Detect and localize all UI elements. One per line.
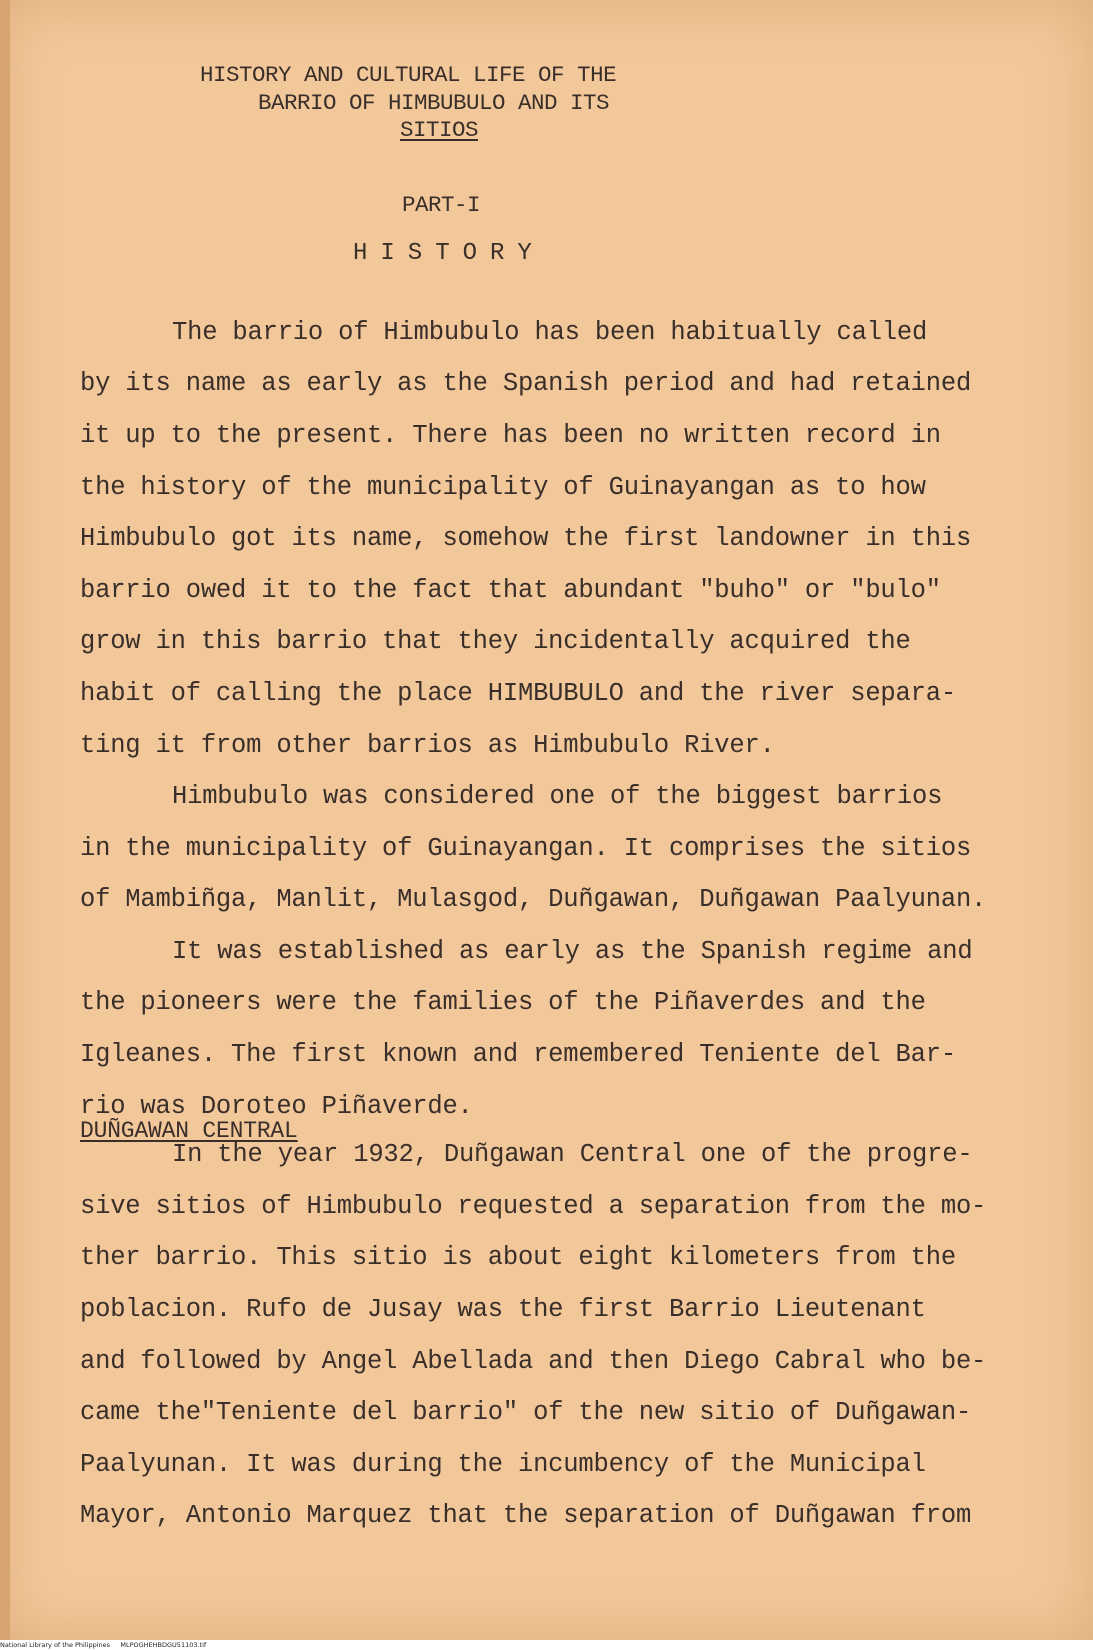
body-line: It was established as early as the Spanish regime and — [172, 937, 973, 966]
subsection-heading: DUÑGAWAN CENTRAL — [80, 1118, 298, 1144]
body-line: Himbubulo was considered one of the biggest barrios — [172, 782, 943, 811]
body-line: The barrio of Himbubulo has been habitually called — [172, 318, 928, 347]
body-line: of Mambiñga, Manlit, Mulasgod, Duñgawan, Duñgawan Paalyunan. — [80, 885, 987, 914]
document-title-line-2: BARRIO OF HIMBUBULO AND ITS — [258, 90, 610, 116]
part-heading: PART-I — [402, 192, 481, 218]
scan-footer: National Library of the Philippines MLPOGHEHBDGU51103.tif — [0, 1641, 207, 1649]
body-line: barrio owed it to the fact that abundant "buho" or "bulo" — [80, 576, 941, 605]
body-line: ting it from other barrios as Himbubulo River. — [80, 731, 775, 760]
body-line: by its name as early as the Spanish period and had retained — [80, 369, 972, 398]
body-line: Mayor, Antonio Marquez that the separation of Duñgawan from — [80, 1501, 972, 1530]
body-line: Himbubulo got its name, somehow the first landowner in this — [80, 524, 972, 553]
body-line: Igleanes. The first known and remembered Teniente del Bar- — [80, 1040, 956, 1069]
page-edge-shadow — [0, 0, 10, 1640]
document-title-line-3: SITIOS — [400, 117, 479, 143]
body-line: the history of the municipality of Guinayangan as to how — [80, 473, 926, 502]
body-line: the pioneers were the families of the Piñaverdes and the — [80, 988, 926, 1017]
body-line: sive sitios of Himbubulo requested a separation from the mo- — [80, 1192, 987, 1221]
section-heading: HISTORY — [353, 240, 545, 267]
body-line: grow in this barrio that they incidentally acquired the — [80, 627, 911, 656]
body-line: habit of calling the place HIMBUBULO and the river separa- — [80, 679, 956, 708]
body-line: it up to the present. There has been no written record in — [80, 421, 941, 450]
body-line: came the"Teniente del barrio" of the new sitio of Duñgawan- — [80, 1398, 972, 1427]
body-line: in the municipality of Guinayangan. It comprises the sitios — [80, 834, 972, 863]
body-line: Paalyunan. It was during the incumbency of the Municipal — [80, 1450, 926, 1479]
body-line: poblacion. Rufo de Jusay was the first Barrio Lieutenant — [80, 1295, 926, 1324]
body-line: In the year 1932, Duñgawan Central one of the progre- — [172, 1140, 973, 1169]
body-line: and followed by Angel Abellada and then Diego Cabral who be- — [80, 1347, 987, 1376]
body-line: rio was Doroteo Piñaverde. — [80, 1092, 473, 1121]
document-title-line-1: HISTORY AND CULTURAL LIFE OF THE — [200, 62, 617, 88]
body-line: ther barrio. This sitio is about eight kilometers from the — [80, 1243, 956, 1272]
